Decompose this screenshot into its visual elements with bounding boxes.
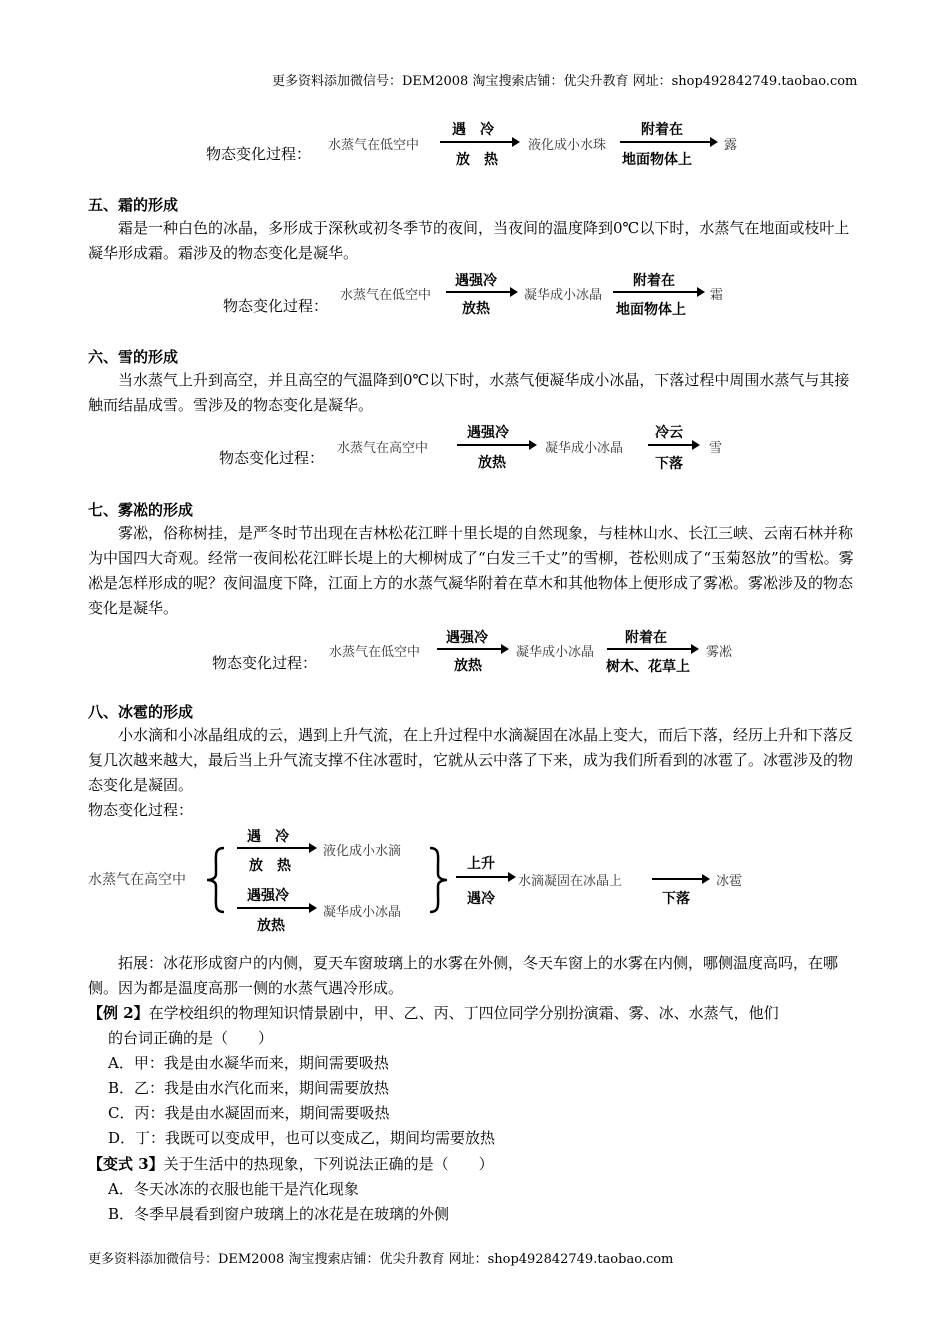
flow-mid: 凝华成小冰晶 [545,441,624,456]
arrow-bottom-label: 树木、花草上 [606,659,690,675]
option-d: D．丁：我既可以变成甲，也可以变成乙，期间均需要放热 [108,1129,496,1147]
arrow-icon [652,874,710,884]
option-b: B．冬季早晨看到窗户玻璃上的冰花是在玻璃的外侧 [108,1205,450,1223]
option-c: C．丙：我是由水凝固而来，期间需要吸热 [108,1104,390,1122]
arrow-top-label: 遇强冷 [455,273,497,289]
flow-label: 物态变化过程： [219,449,325,467]
flow-lower-result: 凝华成小冰晶 [323,905,402,920]
section-heading-snow: 六、雪的形成 [88,348,179,366]
arrow-top-label: 遇 冷 [247,829,289,845]
page-header: 更多资料添加微信号：DEM2008 淘宝搜索店铺：优尖升教育 网址：shop492842749.taobao.com [272,74,858,89]
flow-end: 霜 [710,288,724,303]
arrow-bottom-label: 遇冷 [467,891,495,907]
arrow-icon [440,137,520,147]
rime-body: 雾凇，俗称树挂，是严冬时节出现在吉林松花江畔十里长堤的自然现象，与桂林山水、长江三峡、云南石林并称为中国四大奇观。经常一夜间松花江畔长堤上的大柳树成了“白发三千丈”的雪柳，苍松则成了“玉菊怒放”的雪松。雾凇是怎样形成的呢？夜间温度下降，江面上方的水蒸气凝华附着在草木和其他物体上便形成了雾凇。雾凇涉及的物态变化是凝华。 [88,524,854,617]
arrow-bottom-label: 放热 [454,658,482,674]
flow-label: 物态变化过程： [223,297,329,315]
option-a: A．冬天冰冻的衣服也能干是汽化现象 [108,1180,359,1198]
arrow-top-label: 附着在 [641,122,683,138]
left-brace-icon [204,846,228,914]
arrow-bottom-label: 下落 [662,891,690,907]
arrow-bottom-label: 放热 [478,455,506,471]
variant3-stem-text: 关于生活中的热现象，下列说法正确的是（ ） [163,1155,494,1173]
arrow-icon [457,440,537,450]
arrow-top-label: 附着在 [633,273,675,289]
flow-upper-result: 液化成小水滴 [323,844,402,859]
frost-paragraph [88,216,860,266]
variant3-tag: 【变式 3】 [88,1155,164,1173]
example2-stem [88,1001,779,1026]
arrow-icon [437,644,509,654]
arrow-bottom-label: 放 热 [456,152,498,168]
arrow-top-label: 上升 [467,856,495,872]
arrow-top-label: 遇强冷 [446,630,488,646]
arrow-bottom-label: 地面物体上 [622,152,692,168]
section-heading-rime: 七、雾凇的形成 [88,501,194,519]
flow-mid: 液化成小水珠 [528,138,607,153]
arrow-bottom-label: 放热 [257,918,285,934]
arrow-bottom-label: 放 热 [249,858,291,874]
arrow-icon [607,644,699,654]
example2-stem-line1: 在学校组织的物理知识情景剧中，甲、乙、丙、丁四位同学分别扮演霜、雾、冰、水蒸气，他们 [148,1004,779,1022]
arrow-icon [648,440,700,450]
arrow-icon [613,287,705,297]
flow-label: 物态变化过程： [212,654,318,672]
rime-paragraph [88,521,860,621]
arrow-top-label: 遇 冷 [452,122,494,138]
page-footer: 更多资料添加微信号：DEM2008 淘宝搜索店铺：优尖升教育 网址：shop492842749.taobao.com [88,1252,674,1267]
flow-end: 露 [724,138,738,153]
flow-end: 冰雹 [716,874,743,889]
flow-end: 雾凇 [706,645,733,660]
example2-tag: 【例 2】 [88,1004,149,1022]
flow-start: 水蒸气在高空中 [88,872,186,888]
arrow-icon [620,137,718,147]
flow-label: 物态变化过程： [206,145,312,163]
flow-start: 水蒸气在低空中 [340,288,432,303]
flow-start: 水蒸气在低空中 [329,645,421,660]
extension-paragraph [88,951,860,1001]
arrow-bottom-label: 放热 [462,301,490,317]
option-a: A．甲：我是由水凝华而来，期间需要吸热 [108,1054,389,1072]
flow-mid: 水滴凝固在冰晶上 [518,874,623,889]
right-brace-icon [426,846,450,914]
arrow-bottom-label: 地面物体上 [616,302,686,318]
arrow-icon [237,903,317,913]
arrow-top-label: 冷云 [655,425,683,441]
flow-mid: 凝华成小冰晶 [524,288,603,303]
flow-mid: 凝华成小冰晶 [516,645,595,660]
arrow-top-label: 遇强冷 [467,425,509,441]
extension-text: 拓展：冰花形成窗户的内侧，夏天车窗玻璃上的水雾在外侧，冬天车窗上的水雾在内侧，哪侧温度高吗，在哪侧。因为都是温度高那一侧的水蒸气遇冷形成。 [88,954,839,997]
arrow-icon [237,843,317,853]
section-heading-frost: 五、霜的形成 [88,196,179,214]
snow-paragraph [88,368,860,418]
arrow-top-label: 附着在 [625,630,667,646]
variant3-stem [88,1152,494,1177]
option-b: B．乙：我是由水汽化而来，期间需要放热 [108,1079,390,1097]
section-heading-hail: 八、冰雹的形成 [88,703,194,721]
arrow-icon [446,287,518,297]
flow-start: 水蒸气在高空中 [337,441,429,456]
flow-label: 物态变化过程： [88,801,194,819]
hail-paragraph [88,723,860,798]
arrow-bottom-label: 下落 [655,456,683,472]
frost-body: 霜是一种白色的冰晶，多形成于深秋或初冬季节的夜间，当夜间的温度降到0℃以下时，水蒸气在地面或枝叶上凝华形成霜。霜涉及的物态变化是凝华。 [88,219,850,262]
hail-body: 小水滴和小冰晶组成的云，遇到上升气流，在上升过程中水滴凝固在冰晶上变大，而后下落，经历上升和下落反复几次越来越大，最后当上升气流支撑不住冰雹时，它就从云中落了下来，成为我们所看到的冰雹了。冰雹涉及的物态变化是凝固。 [88,726,854,794]
arrow-icon [456,872,516,882]
example2-stem-line2: 的台词正确的是（ ） [108,1029,274,1047]
snow-body: 当水蒸气上升到高空，并且高空的气温降到0℃以下时，水蒸气便凝华成小冰晶，下落过程中周围水蒸气与其接触而结晶成雪。雪涉及的物态变化是凝华。 [88,371,850,414]
flow-end: 雪 [709,441,723,456]
flow-start: 水蒸气在低空中 [328,138,420,153]
arrow-top-label: 遇强冷 [247,888,289,904]
